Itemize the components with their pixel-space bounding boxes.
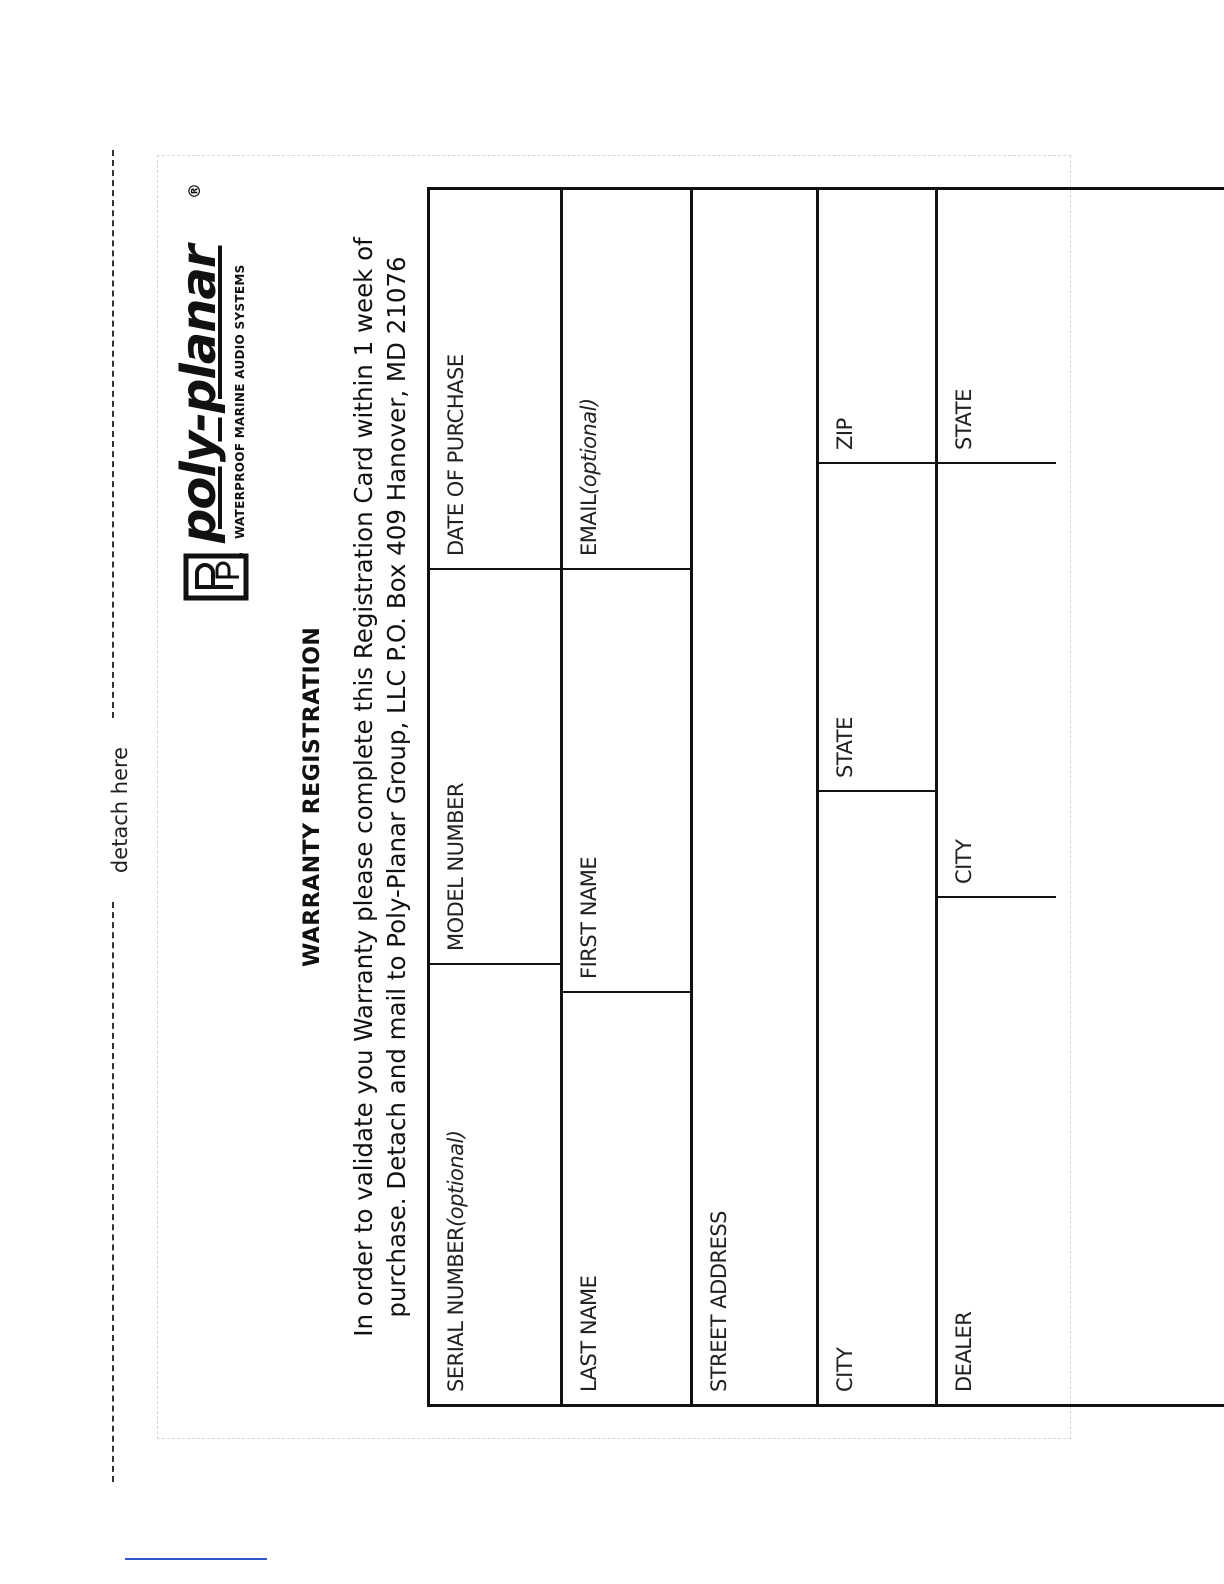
state-field[interactable] (819, 464, 935, 792)
form-row-dealer (938, 190, 1056, 1404)
date-of-purchase-label: DATE OF PURCHASE (444, 354, 468, 556)
poly-planar-logo-icon (183, 553, 249, 601)
last-name-field[interactable] (563, 993, 690, 1404)
footer-rule (125, 1558, 267, 1560)
zip-field[interactable] (819, 190, 935, 464)
dealer-state-label: STATE (952, 389, 976, 450)
serial-optional-label: (optional) (444, 1130, 468, 1227)
brand-logo (171, 171, 259, 601)
dealer-state-field[interactable] (938, 190, 1056, 464)
email-optional-label: (optional) (577, 398, 601, 495)
dealer-city-field[interactable] (938, 464, 1056, 898)
street-address-label: STREET ADDRESS (707, 1210, 731, 1392)
email-field[interactable] (563, 190, 690, 570)
city-label: CITY (833, 1347, 857, 1392)
registration-card (157, 155, 1069, 1437)
brand-tagline: WATERPROOF MARINE AUDIO SYSTEMS (233, 264, 247, 539)
email-label: EMAIL (577, 494, 601, 556)
instructions-line-2: purchase. Detach and mail to Poly-Planar Group, LLC P.O. Box 409 Hanover, MD 21076 (382, 256, 411, 1318)
brand-name: poly-planar (171, 245, 227, 543)
last-name-label: LAST NAME (577, 1275, 601, 1392)
dealer-city-label: CITY (952, 839, 976, 884)
instructions-line-1: In order to validate you Warranty please complete this Registration Card within 1 week of (349, 237, 378, 1337)
form-row-name (563, 190, 693, 1404)
model-number-field[interactable] (430, 570, 560, 965)
state-label: STATE (833, 717, 857, 778)
cut-line-bottom (112, 902, 114, 1482)
serial-number-label: SERIAL NUMBER (444, 1226, 468, 1392)
first-name-field[interactable] (563, 570, 690, 993)
dealer-field[interactable] (938, 898, 1056, 1404)
serial-number-field[interactable] (430, 965, 560, 1404)
street-address-field[interactable] (693, 190, 816, 1404)
registration-form (427, 187, 1224, 1407)
city-field[interactable] (819, 792, 935, 1404)
instructions (347, 177, 413, 1397)
form-row-city (819, 190, 938, 1404)
date-of-purchase-field[interactable] (430, 190, 560, 570)
registered-mark: ® (185, 183, 204, 199)
cut-line-top (112, 150, 114, 718)
page-title: WARRANTY REGISTRATION (300, 626, 325, 967)
dealer-label: DEALER (952, 1311, 976, 1392)
zip-label: ZIP (833, 418, 857, 450)
first-name-label: FIRST NAME (577, 856, 601, 979)
form-row-street (693, 190, 819, 1404)
model-number-label: MODEL NUMBER (444, 783, 468, 951)
form-row-product (430, 190, 563, 1404)
